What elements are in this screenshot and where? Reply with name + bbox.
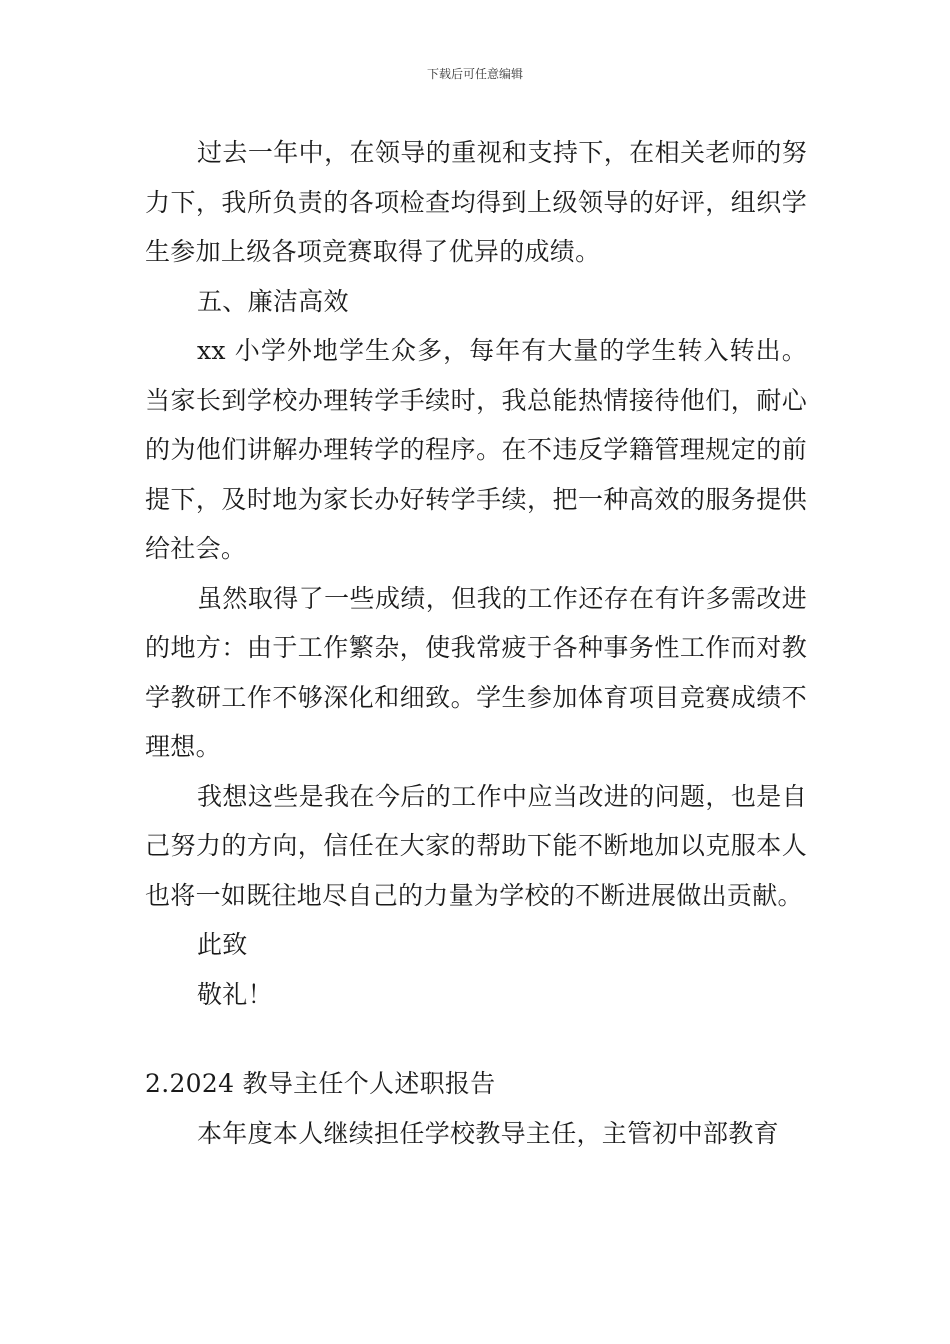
page-header-note: 下载后可任意编辑 (426, 67, 523, 81)
paragraph-shortcomings: 虽然取得了一些成绩，但我的工作还存在有许多需改进的地方：由于工作繁杂，使我常疲于各种事务性工作而对教学教研工作不够深化和细致。学生参加体育项目竞赛成绩不理想。 (145, 583, 807, 761)
section-gap (145, 1019, 807, 1059)
paragraph-transfer-students: xx 小学外地学生众多，每年有大量的学生转入转出。当家长到学校办理转学手续时，我总能热情接待他们，耐心的为他们讲解办理转学的程序。在不违反学籍管理规定的前提下，及时地为家长办好转学手续，把一种高效的服务提供给社会。 (145, 336, 807, 563)
document-body (145, 128, 807, 1158)
report-title: 2.2024 教导主任个人述职报告 (145, 1069, 496, 1098)
closing-regards: 敬礼！ (197, 979, 273, 1009)
paragraph-report-intro: 本年度本人继续担任学校教导主任，主管初中部教育 (197, 1118, 779, 1148)
paragraph-improvement: 我想这些是我在今后的工作中应当改进的问题，也是自己努力的方向，信任在大家的帮助下能不断地加以克服本人也将一如既往地尽自己的力量为学校的不断进展做出贡献。 (145, 781, 807, 910)
closing-salutation: 此致 (197, 930, 248, 959)
paragraph-achievements: 过去一年中，在领导的重视和支持下，在相关老师的努力下，我所负责的各项检查均得到上级领导的好评，组织学生参加上级各项竞赛取得了优异的成绩。 (145, 138, 807, 266)
section-title-integrity-efficiency: 五、廉洁高效 (197, 286, 349, 316)
